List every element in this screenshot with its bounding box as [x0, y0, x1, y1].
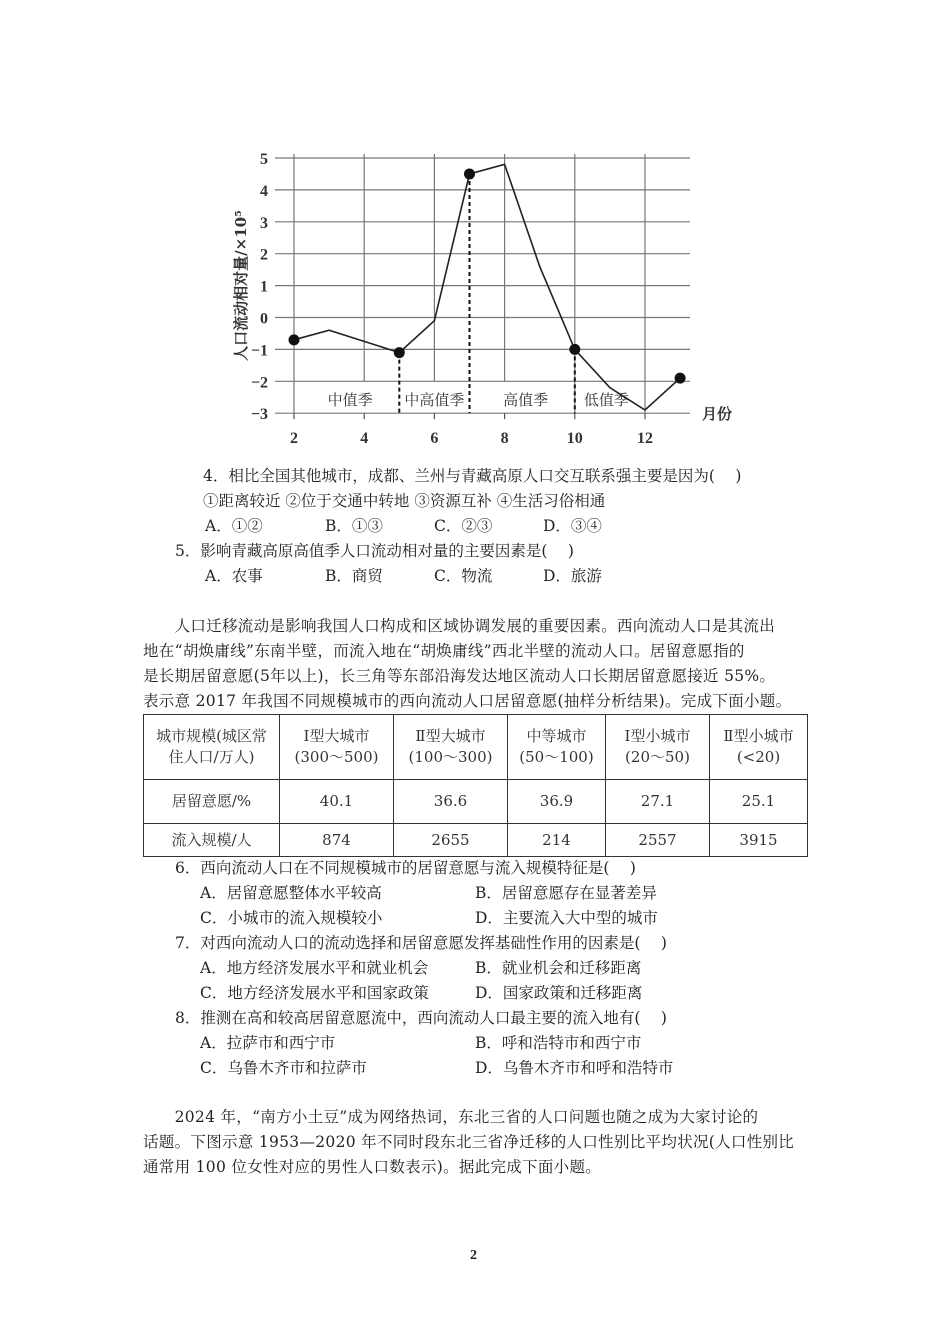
y-tick-label: 2 — [260, 246, 268, 264]
table-cell: 3915 — [710, 824, 808, 857]
y-tick-label: 1 — [260, 278, 268, 296]
table-row — [144, 780, 808, 824]
q4-option-d: D．③④ — [543, 517, 602, 535]
q8-option-d: D．乌鲁木齐市和呼和浩特市 — [475, 1059, 674, 1077]
header-line: (300～500) — [294, 748, 379, 766]
table-cell: 874 — [280, 824, 394, 857]
y-tick-label: −3 — [250, 406, 268, 424]
city-retention-table — [143, 714, 808, 857]
q4-option-a: A．①② — [205, 517, 263, 535]
table-header-cell — [144, 715, 280, 780]
q5-option-b: B．商贸 — [325, 567, 383, 585]
q5-option-a: A．农事 — [205, 567, 263, 585]
q7-option-c: C．地方经济发展水平和国家政策 — [200, 984, 429, 1002]
q7-option-d: D．国家政策和迁移距离 — [475, 984, 643, 1002]
table-header-cell — [394, 715, 508, 780]
table-header-cell — [606, 715, 710, 780]
question-5-stem: 5．影响青藏高原高值季人口流动相对量的主要因素是( ) — [175, 542, 574, 560]
header-line: 住人口/万人) — [168, 748, 255, 766]
header-line: 中等城市 — [526, 727, 587, 745]
population-flow-line-chart — [220, 140, 750, 450]
question-7-stem: 7．对西向流动人口的流动选择和居留意愿发挥基础性作用的因素是( ) — [175, 934, 667, 952]
q6-option-b: B．居留意愿存在显著差异 — [475, 884, 657, 902]
table-row — [144, 824, 808, 857]
x-tick-label: 12 — [637, 430, 653, 448]
data-point-marker — [289, 334, 300, 345]
table-cell: 40.1 — [280, 780, 394, 824]
q6-option-a: A．居留意愿整体水平较高 — [200, 884, 382, 902]
question-8-stem: 8．推测在高和较高居留意愿流中，西向流动人口最主要的流入地有( ) — [175, 1009, 667, 1027]
passage-2-line: 2024 年，“南方小土豆”成为网络热词，东北三省的人口问题也随之成为大家讨论的 — [143, 1108, 759, 1126]
q8-option-c: C．乌鲁木齐市和拉萨市 — [200, 1059, 367, 1077]
q7-option-a: A．地方经济发展水平和就业机会 — [200, 959, 429, 977]
y-axis-label: 人口流动相对量/×10⁵ — [232, 210, 250, 361]
x-axis-label: 月份 — [702, 405, 733, 424]
series-line — [294, 164, 680, 410]
q8-option-b: B．呼和浩特市和西宁市 — [475, 1034, 642, 1052]
q6-option-d: D．主要流入大中型的城市 — [475, 909, 658, 927]
q4-option-b: B．①③ — [325, 517, 383, 535]
y-tick-label: 3 — [260, 214, 268, 232]
q4-option-c: C．②③ — [434, 517, 493, 535]
season-label: 中值季 — [327, 391, 373, 410]
question-6-stem: 6．西向流动人口在不同规模城市的居留意愿与流入规模特征是( ) — [175, 859, 636, 877]
y-tick-label: −2 — [250, 374, 268, 392]
question-4-stem: 4．相比全国其他城市，成都、兰州与青藏高原人口交互联系强主要是因为( ) — [203, 467, 742, 485]
table-header-cell — [280, 715, 394, 780]
data-point-marker — [394, 347, 405, 358]
season-label: 中高值季 — [404, 391, 465, 410]
x-tick-label: 4 — [360, 430, 369, 448]
table-header-cell — [710, 715, 808, 780]
x-tick-label: 8 — [500, 430, 509, 448]
passage-1-line: 地在“胡焕庸线”东南半壁，而流入地在“胡焕庸线”西北半壁的流动人口。居留意愿指的 — [143, 642, 745, 660]
x-tick-label: 6 — [430, 430, 439, 448]
table-cell: 2655 — [394, 824, 508, 857]
y-tick-label: −1 — [250, 342, 268, 360]
table-cell: 214 — [508, 824, 606, 857]
table-header-cell — [508, 715, 606, 780]
header-line: (20～50) — [625, 748, 690, 766]
data-point-marker — [569, 344, 580, 355]
passage-2-line: 话题。下图示意 1953—2020 年不同时段东北三省净迁移的人口性别比平均状况(人口性别比 — [143, 1133, 795, 1151]
question-4-items: ①距离较近 ②位于交通中转地 ③资源互补 ④生活习俗相通 — [203, 492, 606, 510]
table-cell: 2557 — [606, 824, 710, 857]
header-line: (100～300) — [408, 748, 493, 766]
x-tick-label: 2 — [290, 430, 298, 448]
header-line: Ⅰ型小城市 — [624, 727, 691, 745]
y-tick-label: 4 — [260, 182, 268, 200]
y-tick-label: 0 — [260, 310, 268, 328]
page-number: 2 — [470, 1248, 477, 1263]
header-line: Ⅱ型大城市 — [415, 727, 486, 745]
header-line: Ⅰ型大城市 — [303, 727, 370, 745]
season-label: 高值季 — [503, 391, 549, 410]
header-line: 城市规模(城区常 — [156, 727, 267, 745]
header-line: (50～100) — [519, 748, 594, 766]
table-cell: 36.9 — [508, 780, 606, 824]
q5-option-d: D．旅游 — [543, 567, 602, 585]
data-point-marker — [464, 168, 475, 179]
q6-option-c: C．小城市的流入规模较小 — [200, 909, 383, 927]
passage-1-line: 人口迁移流动是影响我国人口构成和区域协调发展的重要因素。西向流动人口是其流出 — [143, 617, 776, 635]
header-line: Ⅱ型小城市 — [723, 727, 794, 745]
data-point-marker — [675, 373, 686, 384]
passage-1-line: 是长期居留意愿(5年以上)，长三角等东部沿海发达地区流动人口长期居留意愿接近 55%。 — [143, 667, 776, 685]
q7-option-b: B．就业机会和迁移距离 — [475, 959, 642, 977]
table-cell: 流入规模/人 — [144, 824, 280, 857]
header-line: (<20) — [736, 748, 781, 766]
table-cell: 27.1 — [606, 780, 710, 824]
q5-option-c: C．物流 — [434, 567, 493, 585]
x-tick-label: 10 — [566, 430, 583, 448]
passage-2-line: 通常用 100 位女性对应的男性人口数表示)。据此完成下面小题。 — [143, 1158, 602, 1176]
season-label: 低值季 — [583, 391, 629, 410]
table-cell: 25.1 — [710, 780, 808, 824]
table-header-row — [144, 715, 808, 780]
y-tick-label: 5 — [260, 151, 268, 168]
table-cell: 居留意愿/% — [144, 780, 280, 824]
q8-option-a: A．拉萨市和西宁市 — [200, 1034, 336, 1052]
passage-1-line: 表示意 2017 年我国不同规模城市的西向流动人口居留意愿(抽样分析结果)。完成下面小题。 — [143, 692, 792, 710]
table-cell: 36.6 — [394, 780, 508, 824]
